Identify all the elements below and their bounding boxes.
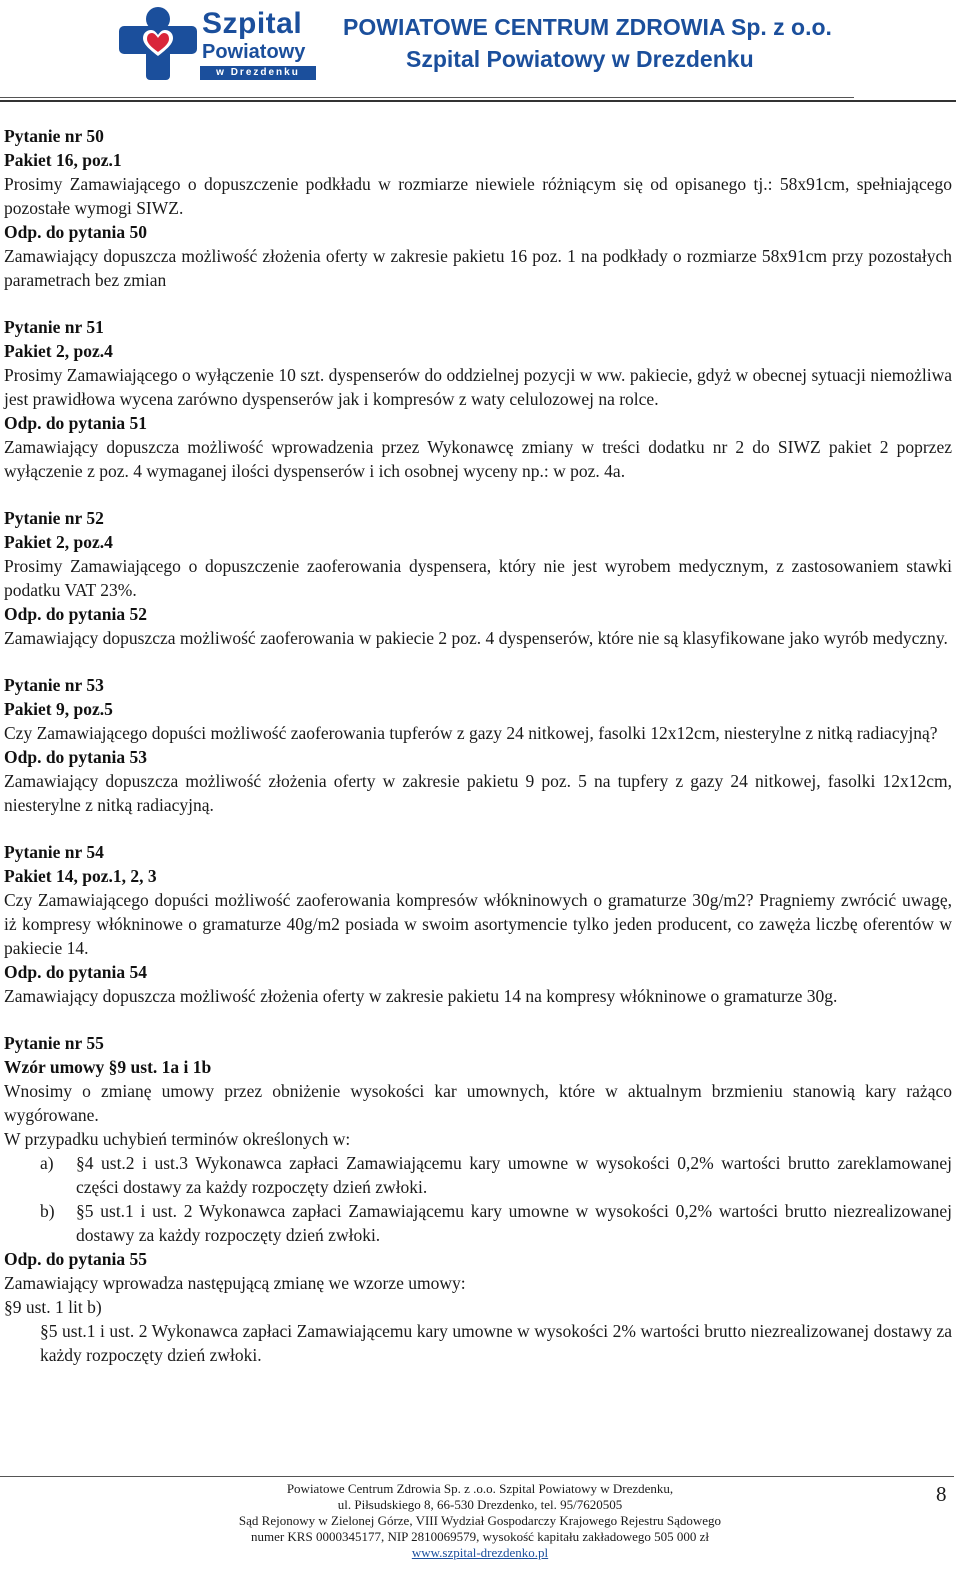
- question-block-53: [4, 673, 952, 817]
- amended-clause: §5 ust.1 i ust. 2 Wykonawca zapłaci Zamawiającemu kary umowne w wysokości 2% wartości brutto niezrealizowanej dostawy za każdy rozpoczęty dzień zwłoki.: [40, 1321, 952, 1365]
- question-block-51: [4, 315, 952, 483]
- medical-cross-heart-icon: [119, 4, 197, 80]
- question-package: Pakiet 14, poz.1, 2, 3: [4, 866, 157, 886]
- question-block-52: [4, 506, 952, 650]
- question-text: Prosimy Zamawiającego o wyłączenie 10 szt. dyspenserów do oddzielnej pozycji w ww. pakiecie, gdyż w obecnej sytuacji niemożliwa jest prawidłowa wycena zarówno dyspenserów jak i kompresów z waty celulozowej na rolce.: [4, 365, 952, 409]
- question-package: Pakiet 2, poz.4: [4, 532, 113, 552]
- question-text: Prosimy Zamawiającego o dopuszczenie podkładu w rozmiarze niewiele różniącym się od opisanego tj.: 58x91cm, spełniającego pozostałe wymogi SIWZ.: [4, 174, 952, 218]
- page-header: [0, 0, 960, 104]
- page-footer: [160, 1481, 800, 1561]
- question-text: Wnosimy o zmianę umowy przez obniżenie wysokości kar umownych, które w aktualnym brzmieniu stanowią kary rażąco wygórowane.: [4, 1081, 952, 1125]
- header-divider-thin: [0, 97, 854, 98]
- footer-court: Sąd Rejonowy w Zielonej Górze, VIII Wydział Gospodarczy Krajowego Rejestru Sądowego: [238, 1513, 722, 1528]
- document-body: [4, 124, 952, 1367]
- question-text: Czy Zamawiającego dopuści możliwość zaoferowania kompresów włókninowych o gramaturze 30g/m2? Pragniemy zwrócić uwagę, iż kompresy włókninowe o gramaturze 40g/m2 posiada w swoim asortymencie tylko jeden producent, co zawęża liczbę oferentów w pakiecie 14.: [4, 890, 952, 958]
- question-title: Pytanie nr 52: [4, 508, 104, 528]
- answer-title: Odp. do pytania 53: [4, 747, 147, 767]
- list-item-b: [4, 1199, 952, 1247]
- logo-band-drezdenku: w Drezdenku: [200, 66, 316, 80]
- contract-paragraph-ref: §9 ust. 1 lit b): [4, 1297, 102, 1317]
- question-title: Pytanie nr 50: [4, 126, 104, 146]
- logo-word-szpital: Szpital: [202, 7, 303, 40]
- answer-title: Odp. do pytania 55: [4, 1249, 147, 1269]
- answer-text: Zamawiający wprowadza następującą zmianę we wzorze umowy:: [4, 1273, 466, 1293]
- list-marker: a): [40, 1153, 54, 1173]
- question-text: Prosimy Zamawiającego o dopuszczenie zaoferowania dyspensera, który nie jest wyrobem medycznym, z zastosowaniem stawki podatku VAT 23%.: [4, 556, 952, 600]
- hospital-name: Szpital Powiatowy w Drezdenku: [406, 46, 754, 72]
- hospital-logo: [119, 4, 319, 80]
- question-package: Pakiet 9, poz.5: [4, 699, 113, 719]
- question-contract-ref: Wzór umowy §9 ust. 1a i 1b: [4, 1057, 212, 1077]
- list-item-a: [4, 1151, 952, 1199]
- question-text: Czy Zamawiającego dopuści możliwość zaoferowania tupferów z gazy 24 nitkowej, fasolki 12x12cm, niesterylne z nitką radiacyjną?: [4, 723, 938, 743]
- website-link[interactable]: www.szpital-drezdenko.pl: [411, 1545, 549, 1560]
- footer-registry: numer KRS 0000345177, NIP 2810069579, wysokość kapitału zakładowego 505 000 zł: [250, 1529, 710, 1544]
- answer-text: Zamawiający dopuszcza możliwość złożenia oferty w zakresie pakietu 14 na kompresy włókninowe o gramaturze 30g.: [4, 986, 838, 1006]
- question-block-55: [4, 1031, 952, 1367]
- logo-word-powiatowy: Powiatowy: [202, 41, 306, 63]
- question-title: Pytanie nr 54: [4, 842, 104, 862]
- question-title: Pytanie nr 53: [4, 675, 104, 695]
- organization-name: POWIATOWE CENTRUM ZDROWIA Sp. z o.o.: [343, 14, 832, 40]
- answer-text: Zamawiający dopuszcza możliwość złożenia oferty w zakresie pakietu 9 poz. 5 na tupfery z gazy 24 nitkowej, fasolki 12x12cm, niesterylne z nitką radiacyjną.: [4, 771, 952, 815]
- answer-title: Odp. do pytania 52: [4, 604, 147, 624]
- footer-address: ul. Piłsudskiego 8, 66-530 Drezdenko, tel. 95/7620505: [337, 1497, 623, 1512]
- question-title: Pytanie nr 55: [4, 1033, 104, 1053]
- answer-title: Odp. do pytania 51: [4, 413, 147, 433]
- question-block-50: [4, 124, 952, 292]
- question-title: Pytanie nr 51: [4, 317, 104, 337]
- page-number: 8: [936, 1482, 947, 1506]
- answer-text: Zamawiający dopuszcza możliwość zaoferowania w pakiecie 2 poz. 4 dyspenserów, które nie są klasyfikowane jako wyrób medyczny.: [4, 628, 948, 648]
- footer-company: Powiatowe Centrum Zdrowia Sp. z .o.o. Szpital Powiatowy w Drezdenku,: [286, 1481, 674, 1496]
- question-package: Pakiet 2, poz.4: [4, 341, 113, 361]
- question-block-54: [4, 840, 952, 1008]
- answer-text: Zamawiający dopuszcza możliwość złożenia oferty w zakresie pakietu 16 poz. 1 na podkłady o rozmiarze 58x91cm przy pozostałych parametrach bez zmian: [4, 246, 952, 290]
- answer-title: Odp. do pytania 50: [4, 222, 147, 242]
- question-intro: W przypadku uchybień terminów określonych w:: [4, 1129, 351, 1149]
- footer-divider: [0, 1476, 954, 1477]
- answer-text: Zamawiający dopuszcza możliwość wprowadzenia przez Wykonawcę zmiany w treści dodatku nr 2 do SIWZ pakiet 2 poprzez wyłączenie z poz. 4 wymaganej ilości dyspenserów i ich osobnej wyceny np.: w poz. 4a.: [4, 437, 952, 481]
- question-package: Pakiet 16, poz.1: [4, 150, 122, 170]
- list-item-text: §5 ust.1 i ust. 2 Wykonawca zapłaci Zamawiającemu kary umowne w wysokości 0,2% wartości brutto niezrealizowanej dostawy za każdy rozpoczęty dzień zwłoki.: [76, 1201, 952, 1245]
- answer-title: Odp. do pytania 54: [4, 962, 147, 982]
- header-divider-thick: [0, 100, 956, 102]
- list-item-text: §4 ust.2 i ust.3 Wykonawca zapłaci Zamawiającemu kary umowne w wysokości 0,2% wartości brutto zareklamowanej części dostawy za każdy rozpoczęty dzień zwłoki.: [76, 1153, 952, 1197]
- list-marker: b): [40, 1201, 55, 1221]
